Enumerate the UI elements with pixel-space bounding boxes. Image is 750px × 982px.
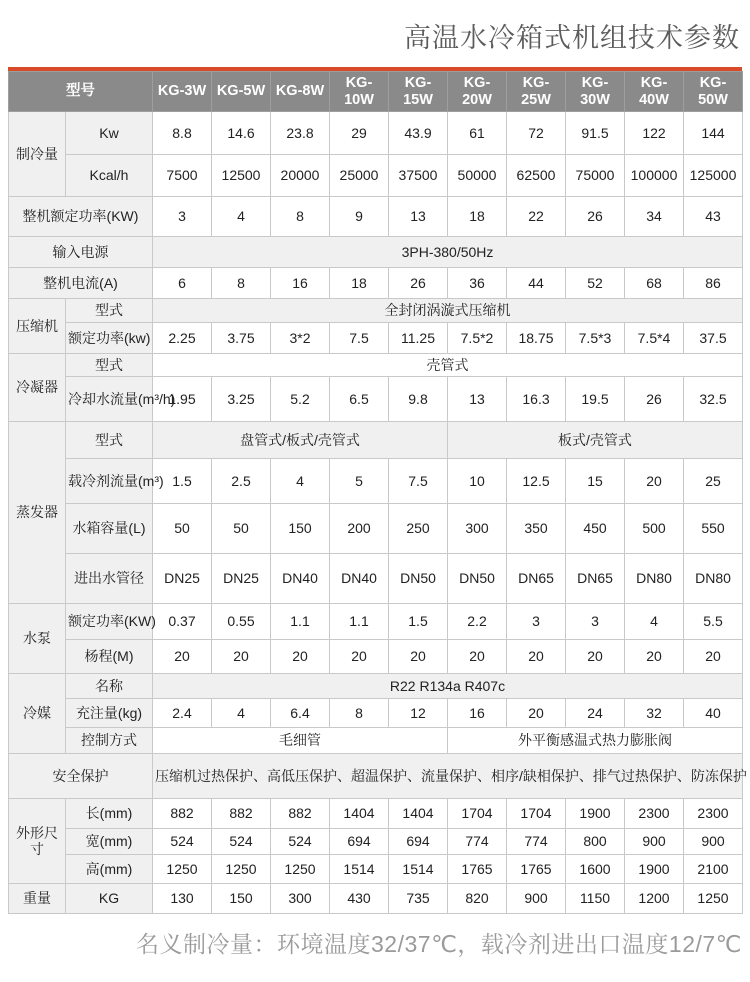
value-cell: 122 bbox=[625, 112, 684, 155]
group-label-pump: 水泵 bbox=[9, 604, 66, 674]
value-cell: 1250 bbox=[271, 855, 330, 884]
value-cell: DN65 bbox=[566, 554, 625, 604]
value-cell: 18 bbox=[330, 268, 389, 299]
value-cell: 2.5 bbox=[212, 459, 271, 504]
value-cell: 1900 bbox=[625, 855, 684, 884]
group-label-cooling: 制冷量 bbox=[9, 112, 66, 197]
value-cell: 1.5 bbox=[153, 459, 212, 504]
value-cell: 2.25 bbox=[153, 323, 212, 354]
value-cell: 20 bbox=[448, 640, 507, 674]
row-label-evaporator-pipe: 进出水管径 bbox=[66, 554, 153, 604]
value-cell: 430 bbox=[330, 884, 389, 914]
value-cell: 3.25 bbox=[212, 377, 271, 422]
value-cell: 37500 bbox=[389, 155, 448, 197]
value-cell: 3*2 bbox=[271, 323, 330, 354]
value-cell: 29 bbox=[330, 112, 389, 155]
value-cell: 61 bbox=[448, 112, 507, 155]
value-cell: 130 bbox=[153, 884, 212, 914]
value-cell: 150 bbox=[212, 884, 271, 914]
value-cell: 200 bbox=[330, 504, 389, 554]
value-cell: 37.5 bbox=[684, 323, 743, 354]
row-label-current: 整机电流(A) bbox=[9, 268, 153, 299]
value-cell: 16 bbox=[448, 699, 507, 728]
value-cell: 6.4 bbox=[271, 699, 330, 728]
value-cell: 20 bbox=[271, 640, 330, 674]
value-cell: 7.5*4 bbox=[625, 323, 684, 354]
value-cell: 20000 bbox=[271, 155, 330, 197]
value-cell: 20 bbox=[625, 459, 684, 504]
value-cell: 50 bbox=[212, 504, 271, 554]
value-cell: 32 bbox=[625, 699, 684, 728]
value-cell: DN65 bbox=[507, 554, 566, 604]
row-evaporator-type bbox=[9, 422, 743, 459]
value-cell: 0.37 bbox=[153, 604, 212, 640]
model-header-cell: KG-50W bbox=[684, 72, 743, 112]
row-label-power-supply: 输入电源 bbox=[9, 237, 153, 268]
value-cell: 44 bbox=[507, 268, 566, 299]
value-cell: 36 bbox=[448, 268, 507, 299]
value-cell: 1250 bbox=[153, 855, 212, 884]
value-cell: 7.5*3 bbox=[566, 323, 625, 354]
value-cell: 2300 bbox=[684, 799, 743, 829]
value-cell: 25000 bbox=[330, 155, 389, 197]
value-cell: 32.5 bbox=[684, 377, 743, 422]
value-cell: 774 bbox=[507, 829, 566, 855]
value-cell: 1765 bbox=[448, 855, 507, 884]
row-weight bbox=[9, 884, 743, 914]
value-cell: 1.5 bbox=[389, 604, 448, 640]
spec-table bbox=[8, 71, 747, 914]
row-label-compressor-power: 额定功率(kw) bbox=[66, 323, 153, 354]
value-cell: 18 bbox=[448, 197, 507, 237]
value-cell: 7.5*2 bbox=[448, 323, 507, 354]
value-cell: 900 bbox=[625, 829, 684, 855]
value-cell: 3 bbox=[507, 604, 566, 640]
value-cell: 3 bbox=[566, 604, 625, 640]
value-cell: 13 bbox=[448, 377, 507, 422]
value-cell: 882 bbox=[153, 799, 212, 829]
value-cell: 882 bbox=[271, 799, 330, 829]
value-cell: 2100 bbox=[684, 855, 743, 884]
row-label-condenser-type: 型式 bbox=[66, 354, 153, 377]
row-label-safety: 安全保护 bbox=[9, 754, 153, 799]
row-safety bbox=[9, 754, 743, 799]
model-header-cell: KG-20W bbox=[448, 72, 507, 112]
value-cell: 800 bbox=[566, 829, 625, 855]
value-cell: 23.8 bbox=[271, 112, 330, 155]
row-evaporator-coolant bbox=[9, 459, 743, 504]
value-cell: 1150 bbox=[566, 884, 625, 914]
value-cell: 2300 bbox=[625, 799, 684, 829]
condenser-type-value: 壳管式 bbox=[153, 354, 743, 377]
row-label-condenser-flow: 冷却水流量(m³/h) bbox=[66, 377, 153, 422]
value-cell: 5 bbox=[330, 459, 389, 504]
value-cell: DN50 bbox=[448, 554, 507, 604]
refrigerant-name-value: R22 R134a R407c bbox=[153, 674, 743, 699]
value-cell: 50000 bbox=[448, 155, 507, 197]
row-label-rated-power: 整机额定功率(KW) bbox=[9, 197, 153, 237]
group-label-dimensions: 外形尺寸 bbox=[9, 799, 66, 884]
value-cell: 1514 bbox=[389, 855, 448, 884]
value-cell: 50 bbox=[153, 504, 212, 554]
value-cell: 15 bbox=[566, 459, 625, 504]
row-label-evaporator-coolant: 载冷剂流量(m³) bbox=[66, 459, 153, 504]
value-cell: 10 bbox=[448, 459, 507, 504]
row-evaporator-tank bbox=[9, 504, 743, 554]
row-label-evaporator-tank: 水箱容量(L) bbox=[66, 504, 153, 554]
value-cell: 7.5 bbox=[389, 459, 448, 504]
value-cell: 20 bbox=[330, 640, 389, 674]
value-cell: 16 bbox=[271, 268, 330, 299]
row-label-refrigerant-name: 名称 bbox=[66, 674, 153, 699]
value-cell: 12500 bbox=[212, 155, 271, 197]
value-cell: 9 bbox=[330, 197, 389, 237]
value-cell: 5.2 bbox=[271, 377, 330, 422]
row-label-refrigerant-control: 控制方式 bbox=[66, 728, 153, 754]
value-cell: 1765 bbox=[507, 855, 566, 884]
value-cell: 2.2 bbox=[448, 604, 507, 640]
row-label-refrigerant-charge: 充注量(kg) bbox=[66, 699, 153, 728]
value-cell: 524 bbox=[271, 829, 330, 855]
value-cell: DN25 bbox=[212, 554, 271, 604]
value-cell: 26 bbox=[625, 377, 684, 422]
model-header-cell: KG-10W bbox=[330, 72, 389, 112]
value-cell: 68 bbox=[625, 268, 684, 299]
value-cell: 12 bbox=[389, 699, 448, 728]
value-cell: 20 bbox=[212, 640, 271, 674]
row-label-compressor-type: 型式 bbox=[66, 299, 153, 323]
model-column-header: 型号 bbox=[9, 72, 153, 112]
value-cell: 524 bbox=[212, 829, 271, 855]
value-cell: 26 bbox=[389, 268, 448, 299]
value-cell: 20 bbox=[389, 640, 448, 674]
row-label-dim-width: 宽(mm) bbox=[66, 829, 153, 855]
value-cell: 34 bbox=[625, 197, 684, 237]
row-cooling-kw bbox=[9, 112, 743, 155]
row-label-kw: Kw bbox=[66, 112, 153, 155]
value-cell: 4 bbox=[212, 699, 271, 728]
value-cell: 1514 bbox=[330, 855, 389, 884]
value-cell: 150 bbox=[271, 504, 330, 554]
footnote: 名义制冷量：环境温度32/37℃，载冷剂进出口温度12/7℃ bbox=[136, 931, 742, 957]
value-cell: 6 bbox=[153, 268, 212, 299]
group-label-evaporator: 蒸发器 bbox=[9, 422, 66, 604]
value-cell: 1704 bbox=[448, 799, 507, 829]
value-cell: 52 bbox=[566, 268, 625, 299]
refrigerant-control-left: 毛细管 bbox=[153, 728, 448, 754]
value-cell: 1.95 bbox=[153, 377, 212, 422]
row-label-dim-height: 高(mm) bbox=[66, 855, 153, 884]
value-cell: 24 bbox=[566, 699, 625, 728]
value-cell: 20 bbox=[684, 640, 743, 674]
value-cell: 144 bbox=[684, 112, 743, 155]
evaporator-type-left: 盘管式/板式/壳管式 bbox=[153, 422, 448, 459]
value-cell: 500 bbox=[625, 504, 684, 554]
value-cell: 1404 bbox=[389, 799, 448, 829]
value-cell: 450 bbox=[566, 504, 625, 554]
value-cell: 20 bbox=[153, 640, 212, 674]
value-cell: 6.5 bbox=[330, 377, 389, 422]
row-label-weight-unit: KG bbox=[66, 884, 153, 914]
model-header-cell: KG-8W bbox=[271, 72, 330, 112]
group-label-weight: 重量 bbox=[9, 884, 66, 914]
value-cell: 14.6 bbox=[212, 112, 271, 155]
value-cell: 19.5 bbox=[566, 377, 625, 422]
value-cell: 550 bbox=[684, 504, 743, 554]
value-cell: 774 bbox=[448, 829, 507, 855]
value-cell: 26 bbox=[566, 197, 625, 237]
value-cell: 7500 bbox=[153, 155, 212, 197]
value-cell: 694 bbox=[330, 829, 389, 855]
value-cell: 1704 bbox=[507, 799, 566, 829]
value-cell: DN40 bbox=[330, 554, 389, 604]
value-cell: 75000 bbox=[566, 155, 625, 197]
value-cell: DN80 bbox=[625, 554, 684, 604]
model-header-cell: KG-3W bbox=[153, 72, 212, 112]
model-header-cell: KG-40W bbox=[625, 72, 684, 112]
value-cell: 8 bbox=[271, 197, 330, 237]
value-cell: DN80 bbox=[684, 554, 743, 604]
value-cell: 72 bbox=[507, 112, 566, 155]
value-cell: 1600 bbox=[566, 855, 625, 884]
group-label-condenser: 冷凝器 bbox=[9, 354, 66, 422]
model-header-cell: KG-15W bbox=[389, 72, 448, 112]
row-rated-power bbox=[9, 197, 743, 237]
row-compressor-type bbox=[9, 299, 743, 323]
value-cell: 8 bbox=[330, 699, 389, 728]
value-cell: 20 bbox=[507, 640, 566, 674]
value-cell: 5.5 bbox=[684, 604, 743, 640]
value-cell: 20 bbox=[507, 699, 566, 728]
refrigerant-control-right: 外平衡感温式热力膨胀阀 bbox=[448, 728, 743, 754]
row-refrigerant-control bbox=[9, 728, 743, 754]
value-cell: 1.1 bbox=[271, 604, 330, 640]
value-cell: DN25 bbox=[153, 554, 212, 604]
value-cell: 100000 bbox=[625, 155, 684, 197]
value-cell: 1.1 bbox=[330, 604, 389, 640]
value-cell: 300 bbox=[271, 884, 330, 914]
value-cell: 250 bbox=[389, 504, 448, 554]
value-cell: 25 bbox=[684, 459, 743, 504]
value-cell: 43.9 bbox=[389, 112, 448, 155]
value-cell: 9.8 bbox=[389, 377, 448, 422]
row-evaporator-pipe bbox=[9, 554, 743, 604]
row-compressor-power bbox=[9, 323, 743, 354]
row-pump-head bbox=[9, 640, 743, 674]
page-title: 高温水冷箱式机组技术参数 bbox=[404, 23, 740, 53]
value-cell: 1250 bbox=[684, 884, 743, 914]
model-header-cell: KG-25W bbox=[507, 72, 566, 112]
row-power-supply bbox=[9, 237, 743, 268]
value-cell: 8 bbox=[212, 268, 271, 299]
row-label-pump-head: 杨程(M) bbox=[66, 640, 153, 674]
value-cell: 900 bbox=[507, 884, 566, 914]
row-dim-length bbox=[9, 799, 743, 829]
row-cooling-kcal bbox=[9, 155, 743, 197]
value-cell: 12.5 bbox=[507, 459, 566, 504]
safety-value: 压缩机过热保护、高低压保护、超温保护、流量保护、相序/缺相保护、排气过热保护、防冻保护 bbox=[153, 754, 743, 799]
value-cell: 11.25 bbox=[389, 323, 448, 354]
value-cell: 125000 bbox=[684, 155, 743, 197]
model-header-cell: KG-30W bbox=[566, 72, 625, 112]
value-cell: 524 bbox=[153, 829, 212, 855]
value-cell: 62500 bbox=[507, 155, 566, 197]
row-dim-height bbox=[9, 855, 743, 884]
value-cell: 300 bbox=[448, 504, 507, 554]
row-label-pump-power: 额定功率(KW) bbox=[66, 604, 153, 640]
row-pump-power bbox=[9, 604, 743, 640]
value-cell: 694 bbox=[389, 829, 448, 855]
compressor-type-value: 全封闭涡漩式压缩机 bbox=[153, 299, 743, 323]
value-cell: 1900 bbox=[566, 799, 625, 829]
value-cell: 4 bbox=[271, 459, 330, 504]
evaporator-type-right: 板式/壳管式 bbox=[448, 422, 743, 459]
group-label-compressor: 压缩机 bbox=[9, 299, 66, 354]
power-supply-value: 3PH-380/50Hz bbox=[153, 237, 743, 268]
row-condenser-type bbox=[9, 354, 743, 377]
row-refrigerant-charge bbox=[9, 699, 743, 728]
value-cell: 4 bbox=[212, 197, 271, 237]
row-refrigerant-name bbox=[9, 674, 743, 699]
row-label-evaporator-type: 型式 bbox=[66, 422, 153, 459]
value-cell: 20 bbox=[566, 640, 625, 674]
row-dim-width bbox=[9, 829, 743, 855]
value-cell: 2.4 bbox=[153, 699, 212, 728]
value-cell: 882 bbox=[212, 799, 271, 829]
value-cell: 3 bbox=[153, 197, 212, 237]
value-cell: 0.55 bbox=[212, 604, 271, 640]
value-cell: 900 bbox=[684, 829, 743, 855]
value-cell: 86 bbox=[684, 268, 743, 299]
value-cell: 8.8 bbox=[153, 112, 212, 155]
value-cell: 1404 bbox=[330, 799, 389, 829]
value-cell: DN50 bbox=[389, 554, 448, 604]
value-cell: 20 bbox=[625, 640, 684, 674]
value-cell: 22 bbox=[507, 197, 566, 237]
value-cell: 820 bbox=[448, 884, 507, 914]
value-cell: 40 bbox=[684, 699, 743, 728]
row-label-kcal: Kcal/h bbox=[66, 155, 153, 197]
group-label-refrigerant: 冷媒 bbox=[9, 674, 66, 754]
value-cell: 735 bbox=[389, 884, 448, 914]
value-cell: DN40 bbox=[271, 554, 330, 604]
row-label-dim-length: 长(mm) bbox=[66, 799, 153, 829]
value-cell: 1200 bbox=[625, 884, 684, 914]
value-cell: 16.3 bbox=[507, 377, 566, 422]
value-cell: 1250 bbox=[212, 855, 271, 884]
value-cell: 91.5 bbox=[566, 112, 625, 155]
header-row bbox=[9, 72, 743, 112]
value-cell: 18.75 bbox=[507, 323, 566, 354]
value-cell: 3.75 bbox=[212, 323, 271, 354]
value-cell: 13 bbox=[389, 197, 448, 237]
value-cell: 4 bbox=[625, 604, 684, 640]
value-cell: 43 bbox=[684, 197, 743, 237]
value-cell: 350 bbox=[507, 504, 566, 554]
value-cell: 7.5 bbox=[330, 323, 389, 354]
model-header-cell: KG-5W bbox=[212, 72, 271, 112]
row-current bbox=[9, 268, 743, 299]
row-condenser-flow bbox=[9, 377, 743, 422]
